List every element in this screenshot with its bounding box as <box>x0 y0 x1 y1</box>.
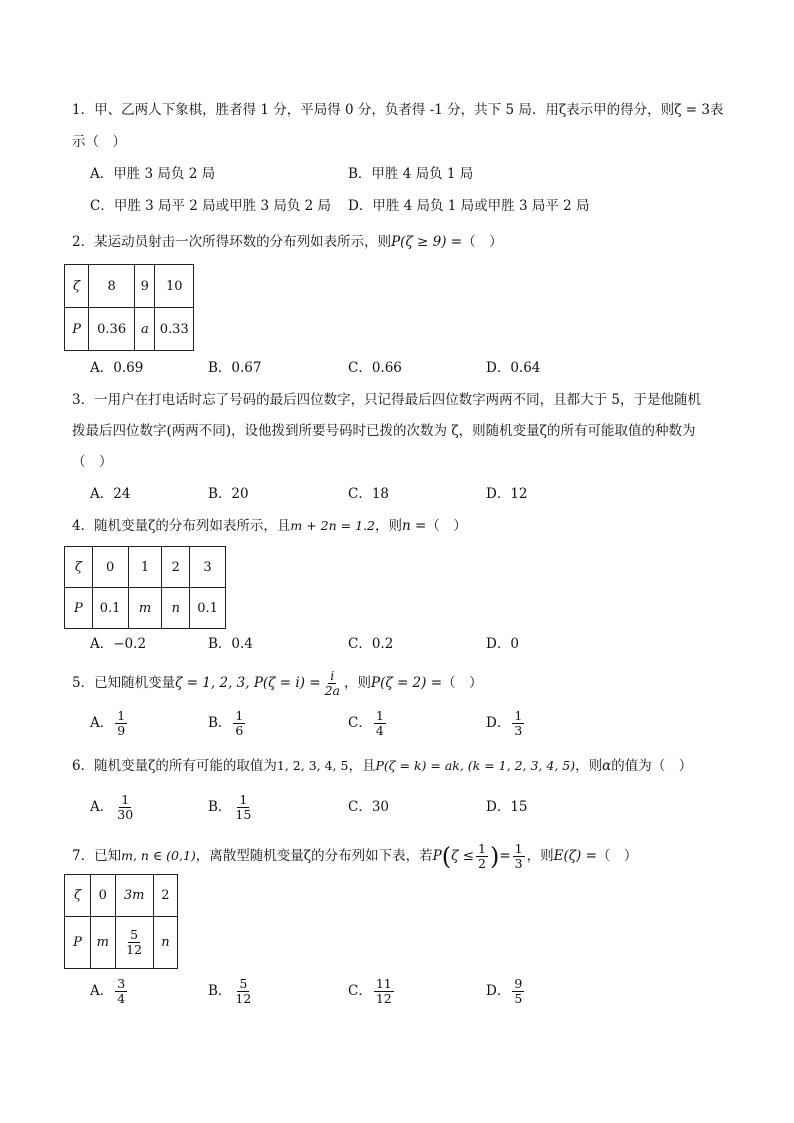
table-cell: P <box>65 588 93 629</box>
option-fraction <box>512 977 524 1006</box>
table-cell: m <box>128 588 162 629</box>
q5-tail: （ ） <box>442 675 483 691</box>
option-label: B． <box>208 799 232 815</box>
fraction-numerator: 1 <box>478 841 486 856</box>
table-cell: 10 <box>155 265 194 308</box>
option-fraction <box>233 977 253 1006</box>
q1-option-b: B．甲胜 4 局负 1 局 <box>348 166 474 182</box>
option-fraction <box>374 977 394 1006</box>
fraction-numerator: 11 <box>375 976 392 991</box>
fraction-numerator: 1 <box>239 792 248 807</box>
option-label: D． <box>486 715 511 731</box>
q5-expression: ζ = 1, 2, 3, P(ζ = i) = <box>175 675 321 691</box>
q6-expression: P(ζ = k) = ak, (k = 1, 2, 3, 4, 5) <box>375 758 576 773</box>
fraction-numerator: 1 <box>514 841 523 856</box>
table-cell: n <box>162 588 190 629</box>
option-label: A． <box>90 715 114 731</box>
q1-stem-line1: 1．甲、乙两人下象棋，胜者得 1 分，平局得 0 分，负者得 -1 分，共下 5 局．用ζ表示甲的得分，则ζ = 3表 <box>72 102 724 118</box>
fraction-numerator: i <box>330 668 335 683</box>
q2-stem <box>72 232 503 252</box>
option-fraction <box>115 709 127 738</box>
q2-option-b: B．0.67 <box>208 360 262 376</box>
fraction-denominator: 5 <box>514 991 523 1006</box>
q2-expression: P(ζ ≥ 9) = <box>391 234 463 250</box>
table-cell: 3 <box>190 547 226 588</box>
q7-option-a <box>90 976 129 1006</box>
q6-option-c: C．30 <box>348 799 390 815</box>
table-cell: 0 <box>92 547 128 588</box>
q3-option-c: C．18 <box>348 486 390 502</box>
fraction-numerator: 1 <box>375 708 384 723</box>
q1-option-a: A．甲胜 3 局负 2 局 <box>90 166 216 182</box>
q3-stem-line2: 拨最后四位数字(两两不同)，设他拨到所要号码时已拨的次数为 ζ，则随机变量ζ的所有可能取值的种数为 <box>72 423 696 439</box>
fraction-numerator: 1 <box>235 708 244 723</box>
q5-option-c <box>348 708 388 738</box>
table-cell: 0 <box>91 875 115 917</box>
q6-mid-2: ，则 <box>575 758 603 774</box>
fraction-denominator: 4 <box>375 723 384 738</box>
table-cell: ζ <box>65 265 89 308</box>
fraction-numerator: 9 <box>514 976 523 991</box>
q6-stem-text: 6．随机变量ζ的所有可能的取值为 <box>72 758 277 774</box>
q7-third-fraction <box>513 842 525 871</box>
option-label: B． <box>208 983 232 999</box>
fraction-denominator: 12 <box>375 991 392 1006</box>
option-label: A． <box>90 799 114 815</box>
table-cell: P <box>65 917 91 969</box>
fraction-numerator: 1 <box>121 792 130 807</box>
table-cell <box>115 917 153 969</box>
q7-stem-text: 7．已知 <box>72 848 122 864</box>
fraction-denominator: 4 <box>117 991 126 1006</box>
fraction-numerator: 1 <box>117 708 126 723</box>
fraction-denominator: 15 <box>235 807 252 822</box>
q6-stem <box>72 756 692 776</box>
option-fraction <box>233 793 253 822</box>
q1-option-c: C．甲胜 3 局平 2 局或甲胜 3 局负 2 局 <box>90 198 332 214</box>
q2-option-a: A．0.69 <box>90 360 144 376</box>
table-cell: 2 <box>162 547 190 588</box>
right-paren-glyph: ) <box>489 842 500 871</box>
q5-mid: ，则 <box>343 675 371 691</box>
q4-stem <box>72 516 467 536</box>
fraction-numerator: 3 <box>117 976 126 991</box>
table-cell: n <box>153 917 177 969</box>
q4-tail: =（ ） <box>410 518 467 534</box>
q7-mid: ，离散型随机变量ζ的分布列如下表，若 <box>195 848 433 864</box>
fraction-denominator: 3 <box>514 856 523 871</box>
option-fraction <box>115 977 127 1006</box>
option-label: C． <box>348 983 372 999</box>
q7-stem <box>72 838 637 874</box>
q4-stem-text: 4．随机变量ζ的分布列如表所示，且 <box>72 518 291 534</box>
option-fraction <box>115 793 135 822</box>
table-cell: 0.36 <box>89 308 135 351</box>
table-cell: 0.33 <box>155 308 194 351</box>
option-label: C． <box>348 715 372 731</box>
q6-option-a <box>90 792 137 822</box>
fraction-numerator: 1 <box>514 708 523 723</box>
fraction-denominator: 2a <box>324 683 340 698</box>
fraction-denominator: 9 <box>117 723 126 738</box>
q1-stem-line2: 示（ ） <box>72 134 126 150</box>
q4-option-c: C．0.2 <box>348 636 394 652</box>
option-label: B． <box>208 715 232 731</box>
table-cell: a <box>135 308 155 351</box>
table-cell: 1 <box>128 547 162 588</box>
table-cell: 8 <box>89 265 135 308</box>
q5-option-d <box>486 708 526 738</box>
fraction-denominator: 3 <box>514 723 523 738</box>
q7-option-b <box>208 976 255 1006</box>
q7-distribution-table <box>64 874 178 969</box>
q2-stem-text: 2．某运动员射击一次所得环数的分布列如表所示，则 <box>72 234 392 250</box>
q3-option-a: A．24 <box>90 486 131 502</box>
q5-option-a <box>90 708 129 738</box>
q3-option-b: B．20 <box>208 486 249 502</box>
table-cell: ζ <box>65 875 91 917</box>
q7-option-c <box>348 976 396 1006</box>
q7-half-fraction <box>476 842 488 871</box>
q3-stem-line3: （ ） <box>72 454 113 470</box>
q4-option-d: D．0 <box>486 636 519 652</box>
q7-equals: = <box>499 848 511 864</box>
table-cell: 9 <box>135 265 155 308</box>
left-paren-glyph: ( <box>441 842 452 871</box>
fraction-denominator: 12 <box>235 991 252 1006</box>
q7-condition: m, n ∈ (0,1) <box>121 848 196 863</box>
q6-mid: ，且 <box>348 758 376 774</box>
fraction-numerator: 5 <box>130 927 139 942</box>
q7-tail: （ ） <box>596 848 638 864</box>
table-cell: P <box>65 308 89 351</box>
q6-option-d: D．15 <box>486 799 528 815</box>
q7-mid-2: ，则 <box>526 848 554 864</box>
q7-option-d <box>486 976 526 1006</box>
table-cell: 3m <box>115 875 153 917</box>
q2-distribution-table <box>64 264 194 351</box>
table-cell: 0.1 <box>190 588 226 629</box>
q3-option-d: D．12 <box>486 486 528 502</box>
q5-stem-text: 5．已知随机变量 <box>72 675 176 691</box>
option-label: A． <box>90 983 114 999</box>
q1-option-d: D．甲胜 4 局负 1 局或甲胜 3 局平 2 局 <box>348 198 590 214</box>
q5-fraction <box>323 669 342 698</box>
q5-stem <box>72 666 483 700</box>
fraction-numerator: 5 <box>239 976 248 991</box>
q5-option-b <box>208 708 247 738</box>
q7-expectation: E(ζ) = <box>553 848 597 864</box>
q4-option-a: A．−0.2 <box>90 636 147 652</box>
q3-stem-line1: 3．一用户在打电话时忘了号码的最后四位数字，只记得最后四位数字两两不同，且都大于 5，于是他随机 <box>72 392 701 408</box>
table-cell: 0.1 <box>92 588 128 629</box>
option-fraction <box>374 709 386 738</box>
q6-values: 1, 2, 3, 4, 5 <box>276 758 349 773</box>
q2-tail: （ ） <box>462 234 503 250</box>
q4-distribution-table <box>64 546 226 629</box>
fraction-denominator: 2 <box>478 856 486 871</box>
q7-prob-p: P <box>432 848 442 864</box>
option-label: D． <box>486 983 511 999</box>
table-cell: m <box>91 917 115 969</box>
table-cell: ζ <box>65 547 93 588</box>
fraction-denominator: 12 <box>126 942 143 957</box>
option-fraction <box>233 709 245 738</box>
q5-expression-2: P(ζ = 2) = <box>370 675 443 691</box>
q4-condition: m + 2n = 1.2 <box>290 518 375 533</box>
q4-mid: ，则 <box>374 518 402 534</box>
fraction-denominator: 6 <box>235 723 244 738</box>
option-fraction <box>512 709 524 738</box>
q4-option-b: B．0.4 <box>208 636 253 652</box>
cell-fraction <box>124 928 144 957</box>
q2-option-d: D．0.64 <box>486 360 541 376</box>
q4-variable: n <box>401 518 411 534</box>
q6-tail: 的值为（ ） <box>611 758 693 774</box>
q2-option-c: C．0.66 <box>348 360 402 376</box>
q6-variable: α <box>602 758 612 774</box>
q6-option-b <box>208 792 255 822</box>
fraction-denominator: 30 <box>117 807 134 822</box>
q7-prob-inner: ζ ≤ <box>451 848 474 864</box>
table-cell: 2 <box>153 875 177 917</box>
